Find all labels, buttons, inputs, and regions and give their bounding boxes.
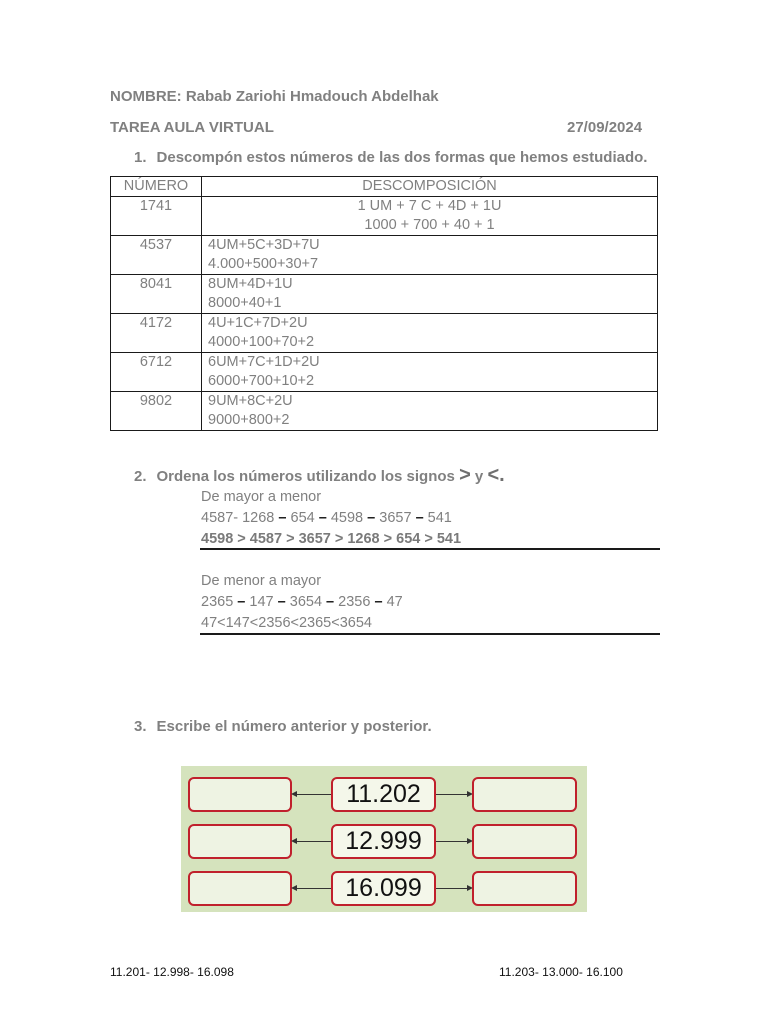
answer-text: 4598 > 4587 > 3657 > 1268 > 654 > 541 xyxy=(201,531,462,547)
header-descomposicion: DESCOMPOSICIÓN xyxy=(202,177,658,197)
number-item: 3654 xyxy=(289,594,323,610)
row-decomposition xyxy=(202,275,658,314)
number-item: 3657 xyxy=(379,510,412,526)
order-ascending-label: De menor a mayor xyxy=(201,573,322,589)
dash-separator: – xyxy=(374,594,383,610)
row-number: 4172 xyxy=(111,314,202,353)
header-numero: NÚMERO xyxy=(111,177,202,197)
answer-next-numbers: 11.203- 13.000- 16.100 xyxy=(499,965,623,979)
next-number-box xyxy=(472,871,577,906)
previous-number-box xyxy=(188,871,292,906)
next-number-box xyxy=(472,777,577,812)
number-sequence-panel xyxy=(181,766,587,912)
given-number: 12.999 xyxy=(345,827,422,855)
order-descending-answer xyxy=(201,529,461,550)
order-ascending-block xyxy=(201,571,403,634)
question-1-text: Descompón estos números de las dos formas que hemos estudiado. xyxy=(156,149,648,166)
row-decomposition xyxy=(202,392,658,431)
question-2 xyxy=(134,464,505,487)
previous-number-box xyxy=(188,777,292,812)
given-number-box xyxy=(331,777,436,812)
decomposition-values: 4000+100+70+2 xyxy=(208,334,315,350)
decomposition-units: 1 UM + 7 C + 4D + 1U xyxy=(357,198,502,214)
student-name: NOMBRE: Rabab Zariohi Hmadouch Abdelhak xyxy=(110,88,439,105)
number-item: 147 xyxy=(249,594,274,610)
decomposition-units: 6UM+7C+1D+2U xyxy=(208,354,320,370)
table-row xyxy=(111,314,658,353)
given-number-box xyxy=(331,824,436,859)
number-item: 4598 xyxy=(330,510,364,526)
given-number-box xyxy=(331,871,436,906)
number-item: 4587- 1268 xyxy=(201,510,275,526)
given-number: 16.099 xyxy=(345,874,422,902)
dash-separator: – xyxy=(277,594,286,610)
question-2-conjunction: y xyxy=(474,468,484,485)
arrow-right-icon xyxy=(436,794,468,795)
decomposition-units: 8UM+4D+1U xyxy=(208,276,293,292)
question-1-number: 1. xyxy=(134,149,147,166)
task-date: 27/09/2024 xyxy=(567,119,643,136)
previous-number-box xyxy=(188,824,292,859)
row-number: 4537 xyxy=(111,236,202,275)
given-number: 11.202 xyxy=(346,780,421,808)
dash-separator: – xyxy=(415,510,424,526)
number-item: 47 xyxy=(386,594,403,610)
decomposition-units: 4U+1C+7D+2U xyxy=(208,315,308,331)
table-row xyxy=(111,197,658,236)
arrow-left-icon xyxy=(296,841,331,842)
arrow-right-icon xyxy=(436,841,468,842)
task-title: TAREA AULA VIRTUAL xyxy=(110,119,274,136)
question-1 xyxy=(134,149,647,166)
question-3 xyxy=(134,718,432,735)
row-decomposition xyxy=(202,314,658,353)
order-ascending-answer: 47<147<2356<2365<3654 xyxy=(201,615,372,631)
order-descending-label: De mayor a menor xyxy=(201,489,322,505)
less-than-symbol: <. xyxy=(487,464,505,486)
question-3-text: Escribe el número anterior y posterior. xyxy=(156,718,432,735)
table-row xyxy=(111,392,658,431)
question-2-text: Ordena los números utilizando los signos xyxy=(156,468,455,485)
table-row xyxy=(111,353,658,392)
next-number-box xyxy=(472,824,577,859)
row-number: 1741 xyxy=(111,197,202,236)
decomposition-values: 6000+700+10+2 xyxy=(208,373,315,389)
row-number: 6712 xyxy=(111,353,202,392)
question-3-number: 3. xyxy=(134,718,147,735)
dash-separator: – xyxy=(367,510,376,526)
table-row xyxy=(111,236,658,275)
answer-line xyxy=(200,633,660,635)
decomposition-units: 4UM+5C+3D+7U xyxy=(208,237,320,253)
number-item: 2356 xyxy=(338,594,371,610)
row-decomposition xyxy=(202,236,658,275)
order-descending-block xyxy=(201,487,461,550)
decomposition-values: 1000 + 700 + 40 + 1 xyxy=(364,217,495,233)
row-number: 8041 xyxy=(111,275,202,314)
decomposition-values: 9000+800+2 xyxy=(208,412,290,428)
arrow-right-icon xyxy=(436,888,468,889)
decomposition-values: 4.000+500+30+7 xyxy=(208,256,319,272)
dash-separator: – xyxy=(278,510,287,526)
row-number: 9802 xyxy=(111,392,202,431)
row-decomposition xyxy=(202,353,658,392)
decomposition-values: 8000+40+1 xyxy=(208,295,282,311)
arrow-left-icon xyxy=(296,794,331,795)
number-item: 2365 xyxy=(201,594,234,610)
order-descending-numbers xyxy=(201,508,461,529)
number-item: 541 xyxy=(427,510,452,526)
decomposition-units: 9UM+8C+2U xyxy=(208,393,293,409)
row-decomposition xyxy=(202,197,658,236)
dash-separator: – xyxy=(237,594,246,610)
greater-than-symbol: > xyxy=(459,464,471,486)
question-2-number: 2. xyxy=(134,468,147,485)
decomposition-table xyxy=(110,176,658,431)
table-header-row xyxy=(111,177,658,197)
dash-separator: – xyxy=(326,594,335,610)
answer-previous-numbers: 11.201- 12.998- 16.098 xyxy=(110,965,234,979)
table-row xyxy=(111,275,658,314)
number-item: 654 xyxy=(290,510,315,526)
order-ascending-numbers xyxy=(201,592,403,613)
arrow-left-icon xyxy=(296,888,331,889)
dash-separator: – xyxy=(318,510,327,526)
answer-line xyxy=(200,548,660,550)
